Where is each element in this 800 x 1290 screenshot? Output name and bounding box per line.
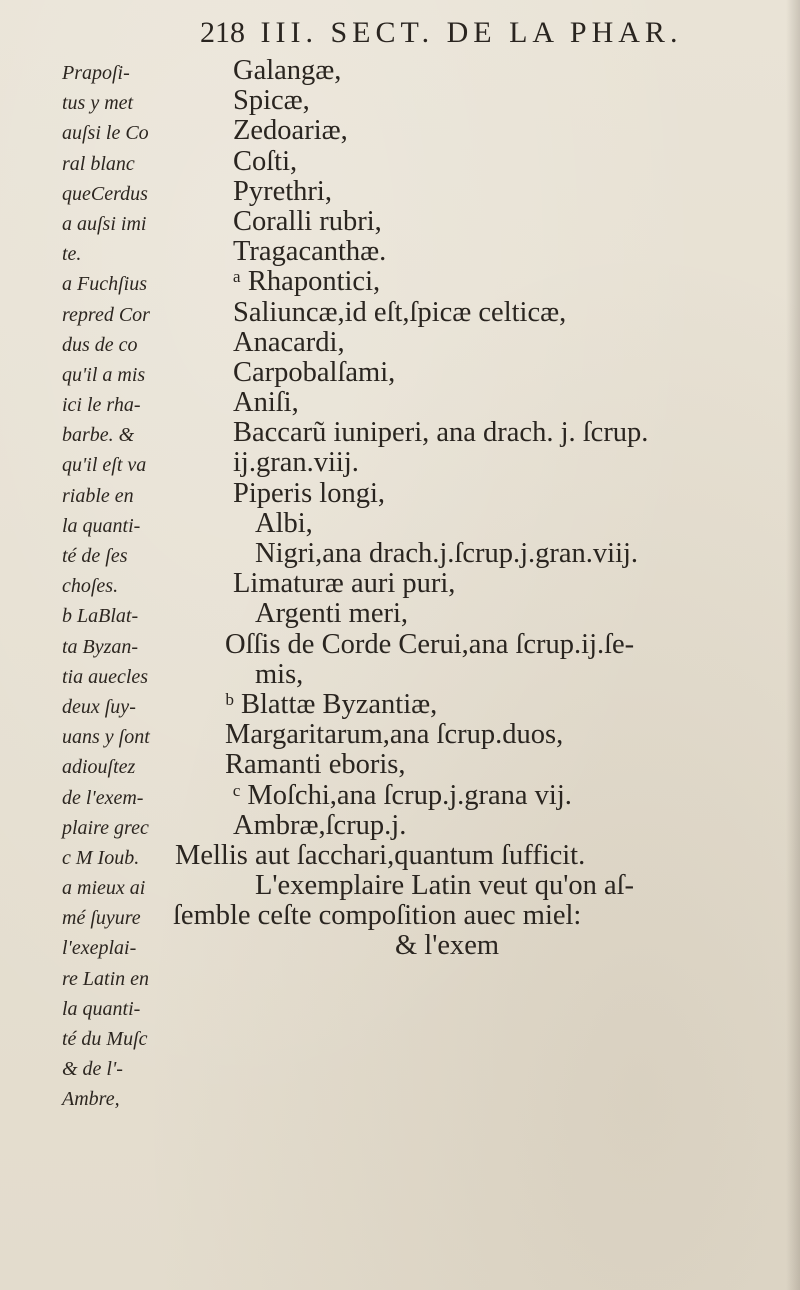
recipe-line: Albi, bbox=[255, 507, 313, 539]
margin-note-line: tia auecles bbox=[62, 665, 149, 688]
margin-note-line: choſes. bbox=[62, 575, 119, 598]
margin-note-line: a Fuchſius bbox=[62, 273, 147, 296]
margin-note-line: queCerdus bbox=[62, 182, 148, 205]
margin-note-line: ici le rha- bbox=[62, 394, 141, 417]
recipe-line: Coralli rubri, bbox=[233, 205, 382, 237]
margin-note-line: a mieux ai bbox=[62, 877, 146, 900]
margin-note-line: repred Cor bbox=[62, 303, 150, 326]
margin-note-line: ral blanc bbox=[62, 152, 135, 175]
recipe-line: ſemble ceſte compoſition auec miel: bbox=[173, 900, 582, 932]
margin-note-line: c M Ioub. bbox=[62, 846, 140, 869]
section-title: III. SECT. DE LA PHAR. bbox=[260, 16, 683, 49]
recipe-line: Zedoariæ, bbox=[233, 115, 348, 147]
recipe-line: ᵇ Blattæ Byzantiæ, bbox=[225, 688, 438, 720]
recipe-line: Pyrethri, bbox=[233, 175, 332, 207]
recipe-line: ᵃ Rhapontici, bbox=[233, 266, 381, 298]
recipe-line: ij.gran.viij. bbox=[233, 447, 359, 479]
recipe-text bbox=[173, 55, 785, 962]
recipe-line: Saliuncæ,id eſt,ſpicæ celticæ, bbox=[233, 296, 567, 328]
margin-note-line: té de ſes bbox=[62, 545, 128, 567]
recipe-line: Ramanti eboris, bbox=[225, 749, 406, 781]
recipe-line: Coſti, bbox=[233, 145, 298, 177]
recipe-line: Limaturæ auri puri, bbox=[233, 568, 456, 600]
recipe-line: Mellis aut ſacchari,quantum ſufficit. bbox=[175, 839, 586, 871]
recipe-line: Tragacanthæ. bbox=[233, 236, 387, 268]
margin-note-line: la quanti- bbox=[62, 514, 141, 537]
recipe-line: Spicæ, bbox=[233, 85, 310, 117]
margin-note-line: auſsi le Co bbox=[62, 122, 149, 145]
recipe-line: Carpobalſami, bbox=[233, 356, 396, 388]
margin-note-line: riable en bbox=[62, 484, 134, 507]
recipe-line: Margaritarum,ana ſcrup.duos, bbox=[225, 719, 564, 751]
recipe-line: Nigri,ana drach.j.ſcrup.j.gran.viij. bbox=[255, 538, 639, 569]
margin-note-line: uans y ſont bbox=[62, 726, 150, 749]
margin-note-line: deux ſuy- bbox=[62, 695, 136, 718]
margin-note-line: de l'exem- bbox=[62, 786, 144, 809]
margin-note-line: mé ſuyure bbox=[62, 907, 141, 930]
margin-note-line: adiouſtez bbox=[62, 756, 136, 779]
recipe-line: L'exemplaire Latin veut qu'on aſ- bbox=[255, 870, 635, 902]
recipe-line: Ambræ,ſcrup.j. bbox=[233, 809, 407, 841]
margin-note-line: tus y met bbox=[62, 92, 134, 115]
recipe-line: Galangæ, bbox=[233, 55, 342, 86]
margin-note-line: Prapoſi- bbox=[62, 62, 130, 84]
catchword-line: & l'exem bbox=[395, 930, 500, 962]
margin-notes bbox=[62, 58, 212, 1115]
margin-note-line: qu'il a mis bbox=[62, 363, 146, 386]
recipe-line: Piperis longi, bbox=[233, 477, 386, 509]
margin-note-line: Ambre, bbox=[62, 1088, 120, 1111]
margin-note-line: la quanti- bbox=[62, 997, 141, 1020]
recipe-line: Oſſis de Corde Cerui,ana ſcrup.ij.ſe- bbox=[225, 628, 635, 660]
recipe-line: Baccarũ iuniperi, ana drach. j. ſcrup. bbox=[233, 417, 649, 449]
margin-note-line: barbe. & bbox=[62, 424, 135, 447]
recipe-line: ᶜ Moſchi,ana ſcrup.j.grana vij. bbox=[233, 779, 572, 811]
margin-note-line: re Latin en bbox=[62, 967, 150, 990]
running-head bbox=[200, 16, 790, 56]
margin-note-line: b LaBlat- bbox=[62, 605, 139, 628]
recipe-line: Aniſi, bbox=[233, 387, 299, 419]
margin-note-line: ta Byzan- bbox=[62, 635, 139, 658]
margin-note-line: te. bbox=[62, 243, 82, 266]
recipe-line: mis, bbox=[255, 658, 304, 690]
margin-note-line: té du Muſc bbox=[62, 1028, 148, 1050]
page-number: 218 bbox=[200, 16, 245, 49]
recipe-line: Argenti meri, bbox=[255, 598, 409, 630]
page-edge-shadow bbox=[786, 0, 800, 1290]
margin-note-line: a auſsi imi bbox=[62, 212, 147, 235]
margin-note-line: l'exeplai- bbox=[62, 937, 137, 960]
recipe-line: Anacardi, bbox=[233, 326, 345, 358]
margin-note-line: qu'il eſt va bbox=[62, 454, 147, 477]
margin-note-line: & de l'- bbox=[62, 1058, 123, 1081]
margin-note-line: dus de co bbox=[62, 333, 138, 356]
margin-note-line: plaire grec bbox=[62, 816, 149, 839]
